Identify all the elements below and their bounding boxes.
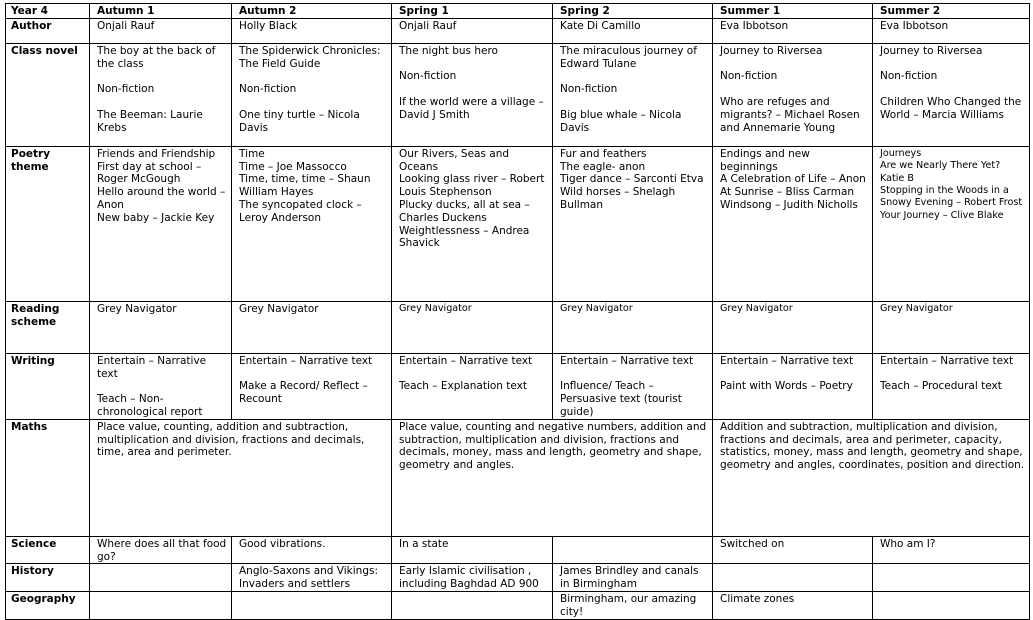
history-cell [90, 564, 232, 592]
cell-spacer [880, 83, 1026, 96]
author-cell: Kate Di Camillo [553, 18, 713, 43]
cell-spacer [239, 96, 388, 109]
cell-spacer [399, 58, 549, 71]
author-label: Author [6, 18, 90, 43]
cell-line: Non-fiction [399, 70, 457, 83]
cell-line: The Beeman: Laurie Krebs [97, 108, 203, 134]
poetry-theme-cell [90, 146, 232, 301]
cell-line: A Celebration of Life – Anon [720, 173, 866, 186]
geography-cell [873, 591, 1030, 619]
cell-line: Stopping in the Woods in a Snowy Evening – Robert Frost [880, 185, 1023, 209]
science-cell: Switched on [713, 536, 873, 564]
class-novel-cell [713, 43, 873, 146]
cell-spacer [97, 96, 228, 109]
cell-line: The miraculous journey of Edward Tulane [560, 44, 697, 70]
cell-line: Your Journey – Clive Blake [880, 209, 1004, 221]
reading-scheme-cell: Grey Navigator [392, 301, 553, 353]
history-cell [873, 564, 1030, 592]
term-header-summer-2: Summer 2 [873, 4, 1030, 19]
cell-line: First day at school – Roger McGough [97, 160, 202, 186]
reading-scheme-cell: Grey Navigator [873, 301, 1030, 353]
cell-line: If the world were a village – David J Smith [399, 95, 544, 121]
term-header-autumn-2: Autumn 2 [232, 4, 392, 19]
reading-scheme-cell: Grey Navigator [553, 301, 713, 353]
cell-line: The eagle- anon [560, 160, 646, 173]
poetry-theme-row [6, 146, 1030, 301]
maths-cell-spring: Place value, counting and negative numbers, addition and subtraction, multiplication and division, fractions and decimals, money, mass and length, geometry and shape, geometry and angles. [392, 419, 713, 536]
cell-line: Entertain – Narrative text [720, 354, 854, 367]
cell-line: Entertain – Narrative text [239, 354, 373, 367]
reading-scheme-label: Reading scheme [6, 301, 90, 353]
cell-line: Time, time, time – Shaun William Hayes [239, 173, 371, 199]
cell-spacer [560, 96, 709, 109]
writing-cell [232, 353, 392, 419]
cell-line: Hello around the world – Anon [97, 186, 226, 211]
poetry-theme-cell [553, 146, 713, 301]
reading-scheme-cell: Grey Navigator [232, 301, 392, 353]
poetry-theme-cell [873, 146, 1030, 301]
cell-spacer [880, 58, 1026, 71]
cell-line: The Spiderwick Chronicles: The Field Guide [239, 44, 381, 70]
cell-line: Who are refuges and migrants? – Michael Rosen and Annemarie Young [720, 95, 860, 134]
poetry-theme-cell [392, 146, 553, 301]
cell-line: Non-fiction [239, 83, 297, 96]
cell-line: Friends and Friendship [97, 147, 216, 160]
class-novel-cell [392, 43, 553, 146]
cell-line: Journeys [880, 147, 922, 159]
cell-line: The boy at the back of the class [97, 44, 216, 70]
cell-line: New baby – Jackie Key [97, 211, 215, 224]
history-cell: James Brindley and canals in Birmingham [553, 564, 713, 592]
writing-cell [873, 353, 1030, 419]
cell-line: Teach – Explanation text [399, 380, 528, 393]
maths-row [6, 419, 1030, 536]
geography-cell [90, 591, 232, 619]
cell-line: Entertain – Narrative text [399, 354, 533, 367]
cell-spacer [560, 368, 709, 381]
cell-line: Wild horses – Shelagh Bullman [560, 186, 676, 211]
cell-line: Journey to Riversea [880, 44, 983, 57]
science-cell: In a state [392, 536, 553, 564]
writing-cell [392, 353, 553, 419]
writing-cell [553, 353, 713, 419]
class-novel-cell [553, 43, 713, 146]
cell-line: Non-fiction [720, 70, 778, 83]
maths-cell-autumn: Place value, counting, addition and subtraction, multiplication and division, fractions and decimals, time, area and perimeter. [90, 419, 392, 536]
science-cell [553, 536, 713, 564]
cell-spacer [239, 368, 388, 381]
cell-line: Entertain – Narrative text [880, 354, 1014, 367]
cell-line: Teach – Procedural text [880, 380, 1002, 393]
cell-line: Influence/ Teach – Persuasive text (tourist guide) [560, 380, 682, 418]
author-cell: Onjali Rauf [90, 18, 232, 43]
cell-line: Looking glass river – Robert Louis Stephenson [399, 173, 545, 199]
cell-line: The night bus hero [399, 44, 498, 57]
cell-line: Non-fiction [560, 83, 618, 96]
cell-line: Time [239, 147, 265, 160]
science-row [6, 536, 1030, 564]
cell-line: Time – Joe Massocco [239, 160, 347, 173]
cell-line: Big blue whale – Nicola Davis [560, 108, 682, 134]
science-cell: Who am I? [873, 536, 1030, 564]
cell-line: Are we Nearly There Yet? Katie B [880, 160, 1001, 184]
history-cell: Anglo-Saxons and Vikings: Invaders and settlers [232, 564, 392, 592]
cell-line: Tiger dance – Sarconti Etva [560, 173, 704, 186]
writing-cell [713, 353, 873, 419]
cell-spacer [720, 58, 869, 71]
cell-spacer [97, 70, 228, 83]
author-cell: Holly Black [232, 18, 392, 43]
term-header-spring-1: Spring 1 [392, 4, 553, 19]
maths-cell-summer: Addition and subtraction, multiplication and division, fractions and decimals, area and perimeter, capacity, statistics, money, mass and length, geometry and shape, geometry and angles, coordinates, position and direction. [713, 419, 1030, 536]
author-cell: Eva Ibbotson [873, 18, 1030, 43]
class-novel-row [6, 43, 1030, 146]
cell-line: Paint with Words – Poetry [720, 380, 853, 393]
cell-spacer [97, 380, 228, 393]
reading-scheme-cell: Grey Navigator [90, 301, 232, 353]
curriculum-table [5, 3, 1030, 620]
cell-line: Windsong – Judith Nicholls [720, 198, 858, 211]
history-label: History [6, 564, 90, 592]
class-novel-cell [90, 43, 232, 146]
class-novel-cell [232, 43, 392, 146]
science-cell: Good vibrations. [232, 536, 392, 564]
poetry-theme-cell [232, 146, 392, 301]
cell-line: Weightlessness – Andrea Shavick [399, 224, 530, 250]
cell-line: One tiny turtle – Nicola Davis [239, 108, 360, 134]
geography-cell: Birmingham, our amazing city! [553, 591, 713, 619]
author-cell: Onjali Rauf [392, 18, 553, 43]
class-novel-label: Class novel [6, 43, 90, 146]
cell-line: Teach – Non-chronological report [97, 393, 203, 418]
geography-cell [392, 591, 553, 619]
term-header-autumn-1: Autumn 1 [90, 4, 232, 19]
writing-label: Writing [6, 353, 90, 419]
cell-line: At Sunrise – Bliss Carman [720, 186, 855, 199]
cell-line: Children Who Changed the World – Marcia Williams [880, 95, 1022, 121]
cell-spacer [239, 70, 388, 83]
science-cell: Where does all that food go? [90, 536, 232, 564]
cell-line: Our Rivers, Seas and Oceans [399, 147, 510, 173]
poetry-theme-cell [713, 146, 873, 301]
maths-label: Maths [6, 419, 90, 536]
term-header-spring-2: Spring 2 [553, 4, 713, 19]
cell-spacer [560, 70, 709, 83]
reading-scheme-cell: Grey Navigator [713, 301, 873, 353]
geography-label: Geography [6, 591, 90, 619]
cell-line: The syncopated clock – Leroy Anderson [239, 198, 362, 224]
reading-scheme-row [6, 301, 1030, 353]
history-cell [713, 564, 873, 592]
cell-line: Endings and new beginnings [720, 147, 810, 173]
science-label: Science [6, 536, 90, 564]
cell-spacer [720, 83, 869, 96]
history-row [6, 564, 1030, 592]
term-header-summer-1: Summer 1 [713, 4, 873, 19]
history-cell: Early Islamic civilisation , including Baghdad AD 900 [392, 564, 553, 592]
cell-spacer [720, 368, 869, 381]
cell-line: Entertain – Narrative text [560, 354, 694, 367]
cell-spacer [399, 368, 549, 381]
geography-cell [232, 591, 392, 619]
cell-line: Non-fiction [97, 83, 155, 96]
cell-line: Make a Record/ Reflect – Recount [239, 380, 368, 406]
cell-line: Non-fiction [880, 70, 938, 83]
cell-line: Fur and feathers [560, 147, 647, 160]
cell-line: Plucky ducks, all at sea – Charles Duckens [399, 198, 530, 224]
cell-line: Journey to Riversea [720, 44, 823, 57]
cell-spacer [880, 368, 1026, 381]
author-row [6, 18, 1030, 43]
cell-spacer [399, 83, 549, 96]
writing-cell [90, 353, 232, 419]
writing-row [6, 353, 1030, 419]
cell-line: Entertain – Narrative text [97, 354, 207, 380]
poetry-theme-label: Poetry theme [6, 146, 90, 301]
author-cell: Eva Ibbotson [713, 18, 873, 43]
header-row [6, 4, 1030, 19]
class-novel-cell [873, 43, 1030, 146]
geography-cell: Climate zones [713, 591, 873, 619]
geography-row [6, 591, 1030, 619]
corner-cell: Year 4 [6, 4, 90, 19]
